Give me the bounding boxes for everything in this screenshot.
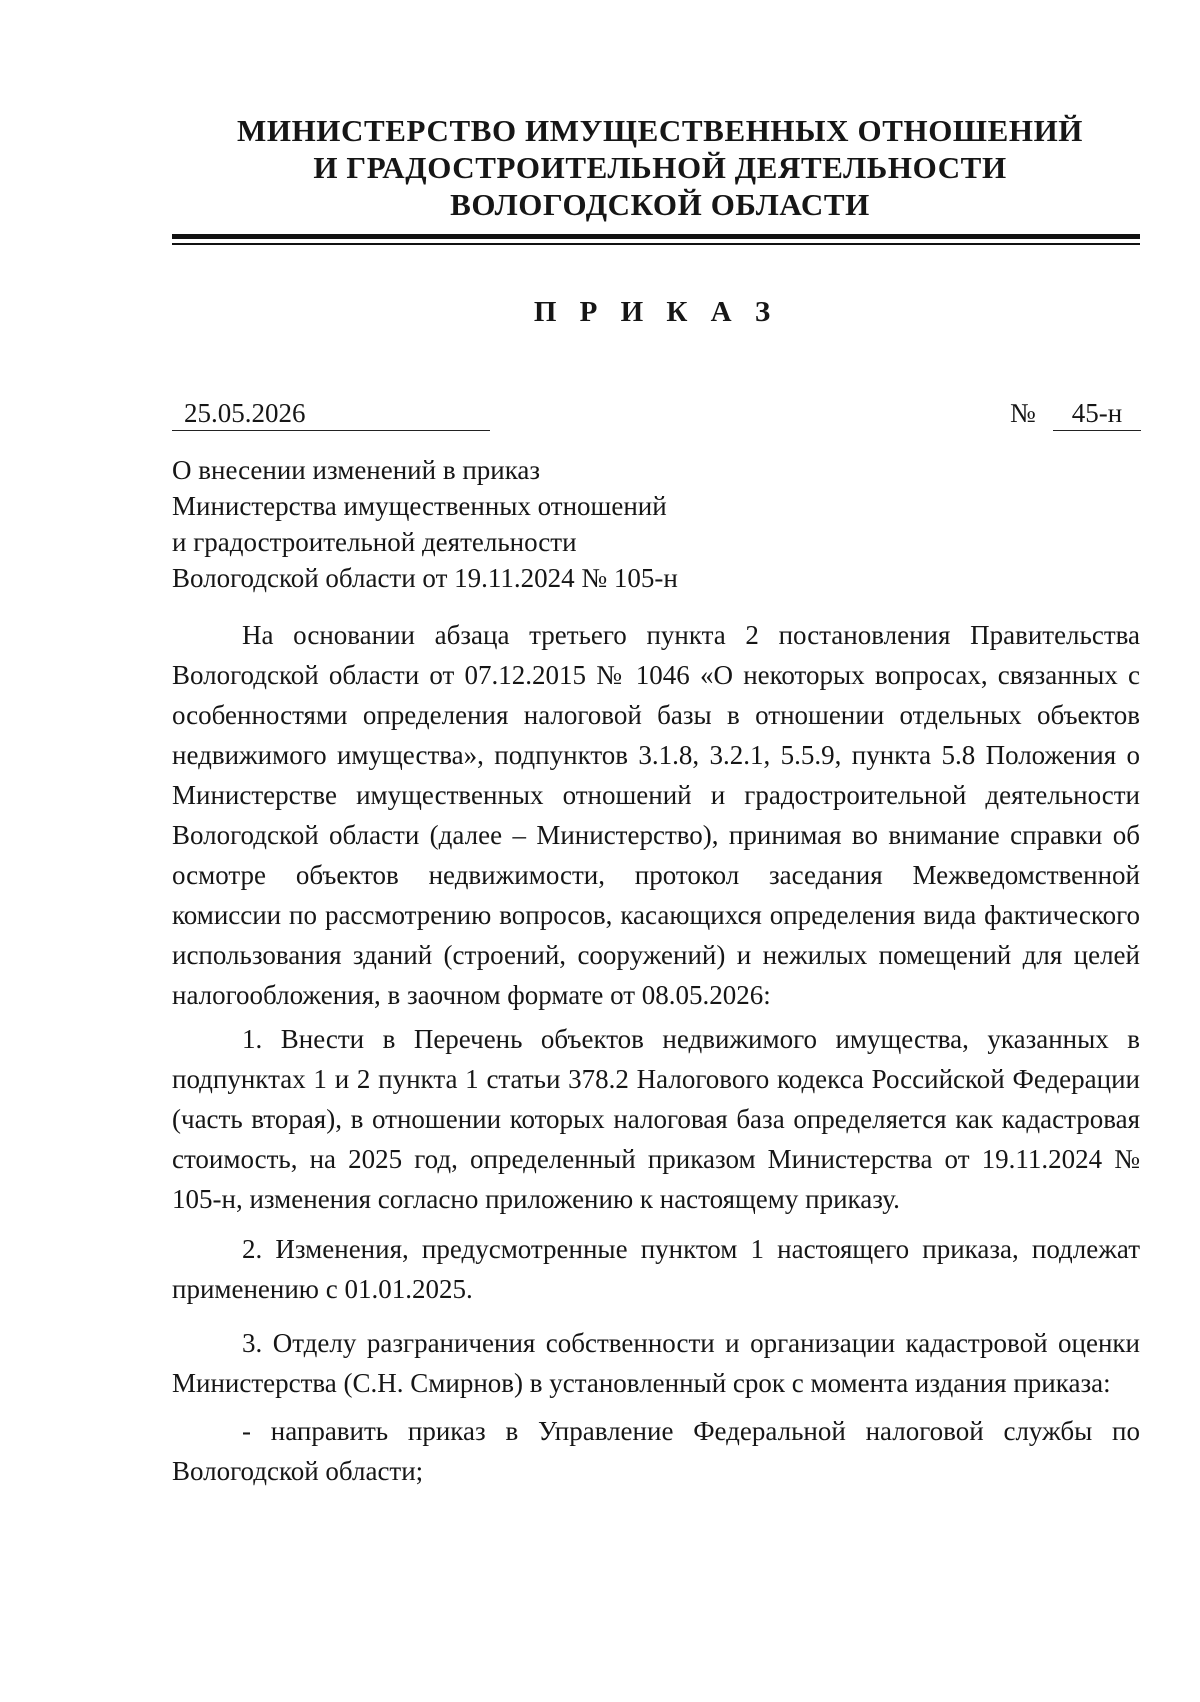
ministry-header-line-2: И ГРАДОСТРОИТЕЛЬНОЙ ДЕЯТЕЛЬНОСТИ xyxy=(313,150,1007,185)
subject-line-4: Вологодской области от 19.11.2024 № 105-н xyxy=(172,563,678,593)
subject-line-1: О внесении изменений в приказ xyxy=(172,455,541,485)
preamble-paragraph: На основании абзаца третьего пункта 2 постановления Правительства Вологодской области от 07.12.2015 № 1046 «О некоторых вопросах, связанных с особенностями определения налоговой базы в отношении отдельных объектов недвижимого имущества», подпунктов 3.1.8, 3.2.1, 5.5.9, пункта 5.8 Положения о Министерстве имущественных отношений и градостроительной деятельности Вологодской области (далее – Министерство), принимая во внимание справки об осмотре объектов недвижимости, протокол заседания Межведомственной комиссии по рассмотрению вопросов, касающихся определения вида фактического использования зданий (строений, сооружений) и нежилых помещений для целей налогообложения, в заочном формате от 08.05.2026: xyxy=(172,620,1140,1010)
header-divider-thick xyxy=(172,234,1140,239)
item-1-paragraph: 1. Внести в Перечень объектов недвижимого имущества, указанных в подпунктах 1 и 2 пункта 1 статьи 378.2 Налогового кодекса Российской Федерации (часть вторая), в отношении которых налоговая база определяется как кадастровая стоимость, на 2025 год, определенный приказом Министерства от 19.11.2024 № 105-н, изменения согласно приложению к настоящему приказу. xyxy=(172,1024,1140,1214)
order-number: 45-н xyxy=(1053,396,1141,431)
ministry-header xyxy=(180,112,1140,223)
ministry-header-line-1: МИНИСТЕРСТВО ИМУЩЕСТВЕННЫХ ОТНОШЕНИЙ xyxy=(237,113,1083,148)
subject-line-3: и градостроительной деятельности xyxy=(172,527,577,557)
order-subject xyxy=(172,452,678,596)
item-3-subitem-1: - направить приказ в Управление Федеральной налоговой службы по Вологодской области; xyxy=(172,1416,1140,1486)
subject-line-2: Министерства имущественных отношений xyxy=(172,491,667,521)
order-date: 25.05.2026 xyxy=(172,396,490,431)
item-3-paragraph: 3. Отделу разграничения собственности и организации кадастровой оценки Министерства (С.Н. Смирнов) в установленный срок с момента издания приказа: xyxy=(172,1328,1140,1398)
order-body xyxy=(172,615,1140,1501)
order-number-label: № xyxy=(1010,398,1036,428)
header-divider-thin xyxy=(172,243,1140,245)
ministry-header-line-3: ВОЛОГОДСКОЙ ОБЛАСТИ xyxy=(450,187,870,222)
item-2-paragraph: 2. Изменения, предусмотренные пунктом 1 настоящего приказа, подлежат применению с 01.01.2025. xyxy=(172,1234,1140,1304)
document-type-title: П Р И К А З xyxy=(533,296,779,328)
